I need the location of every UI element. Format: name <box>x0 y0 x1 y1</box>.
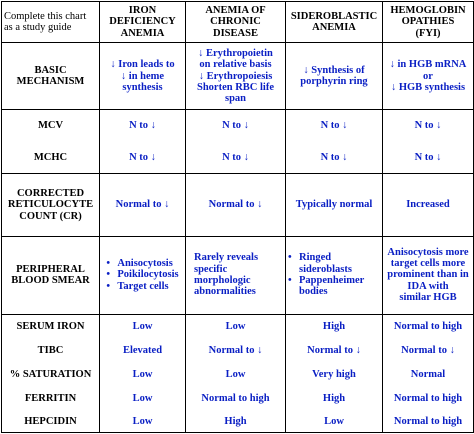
cell-line: similar HGB <box>399 292 457 304</box>
cell-value: Normal to ↓ <box>186 174 286 236</box>
cell-line: ↓ Iron leads to <box>110 59 175 71</box>
cell-line: prominent than in <box>387 269 469 281</box>
instruction-cell <box>2 2 100 43</box>
header-line: DISEASE <box>213 27 258 39</box>
cell-value: N to ↓ <box>286 142 383 174</box>
label-line: COUNT (CR) <box>19 210 82 222</box>
cell-line: ↓ Erythropoiesis <box>198 70 273 82</box>
row-label <box>2 236 100 314</box>
list-item: • Ringed sideroblasts <box>288 252 380 275</box>
cell-hgb-mechanism <box>383 43 474 110</box>
cell-hgb-smear <box>383 236 474 314</box>
header-line: CHRONIC <box>210 16 261 28</box>
header-row <box>2 2 474 43</box>
anemia-comparison-table <box>1 1 474 433</box>
cell-line: ↓ in heme <box>120 70 165 82</box>
cell-line: on relative basis <box>199 59 272 71</box>
cell-line: Anisocytosis more <box>387 246 469 258</box>
cell-line: synthesis <box>122 81 163 93</box>
header-line: ANEMIA OF <box>205 5 266 17</box>
cell-line: ↓ Synthesis of <box>303 64 365 76</box>
row-label: MCHC <box>2 142 100 174</box>
row-label: % SATURATION <box>2 362 100 386</box>
cell-line: abnormalities <box>194 286 256 298</box>
cell-value: Normal to ↓ <box>186 338 286 362</box>
cell-line: Shorten RBC life <box>197 81 274 93</box>
cell-value: N to ↓ <box>186 142 286 174</box>
cell-value: Low <box>100 362 186 386</box>
header-line: (FYI) <box>415 27 441 39</box>
row-saturation <box>2 362 474 386</box>
cell-line: ↓ in HGB mRNA <box>389 59 467 71</box>
label-line: MECHANISM <box>16 76 85 88</box>
row-label: SERUM IRON <box>2 314 100 338</box>
cell-value: Normal to ↓ <box>383 338 474 362</box>
cell-value: Elevated <box>100 338 186 362</box>
cell-value: Normal to high <box>383 314 474 338</box>
label-line: BASIC <box>34 64 67 76</box>
row-tibc <box>2 338 474 362</box>
cell-line: Rarely reveals <box>194 252 259 264</box>
cell-value: N to ↓ <box>100 142 186 174</box>
header-sideroblastic <box>286 2 383 43</box>
cell-line: target cells more <box>390 258 466 270</box>
row-ferritin <box>2 386 474 410</box>
row-label: MCV <box>2 110 100 142</box>
cell-value: Low <box>100 314 186 338</box>
cell-value: High <box>286 386 383 410</box>
cell-value: Normal to high <box>383 386 474 410</box>
row-label: HEPCIDIN <box>2 410 100 432</box>
cell-value: Low <box>100 386 186 410</box>
cell-value: N to ↓ <box>286 110 383 142</box>
cell-line: span <box>224 93 246 105</box>
cell-value: Typically normal <box>286 174 383 236</box>
header-line: ANEMIA <box>120 27 165 39</box>
cell-line: IDA with <box>407 280 449 292</box>
cell-value: Low <box>186 362 286 386</box>
header-line: IRON <box>128 5 157 17</box>
row-reticulocyte <box>2 174 474 236</box>
cell-value: Very high <box>286 362 383 386</box>
smear-bullet-list <box>288 252 380 297</box>
cell-value: N to ↓ <box>383 110 474 142</box>
cell-chronic-mechanism <box>186 43 286 110</box>
row-label: TIBC <box>2 338 100 362</box>
list-item: • Pappenheimer bodies <box>288 275 380 298</box>
header-chronic-disease <box>186 2 286 43</box>
cell-line: or <box>423 70 433 82</box>
cell-sidero-smear <box>286 236 383 314</box>
cell-value: Low <box>286 410 383 432</box>
label-line: CORRECTED <box>16 187 85 199</box>
header-hemoglobinopathies <box>383 2 474 43</box>
cell-value: Normal <box>383 362 474 386</box>
header-line: HEMOGLOBIN <box>390 5 466 17</box>
cell-sidero-mechanism <box>286 43 383 110</box>
row-mcv <box>2 110 474 142</box>
label-line: BLOOD SMEAR <box>11 275 90 287</box>
cell-value: Low <box>100 410 186 432</box>
cell-value: Normal to ↓ <box>100 174 186 236</box>
cell-line: ↓ HGB synthesis <box>390 81 466 93</box>
smear-bullet-list <box>106 258 178 292</box>
row-basic-mechanism <box>2 43 474 110</box>
row-mchc <box>2 142 474 174</box>
cell-value: Normal to high <box>383 410 474 432</box>
instruction-line: as a study guide <box>4 22 72 34</box>
cell-iron-mechanism <box>100 43 186 110</box>
row-hepcidin <box>2 410 474 432</box>
row-label <box>2 174 100 236</box>
cell-chronic-smear <box>186 236 286 314</box>
list-item: • Poikilocytosis <box>106 269 178 280</box>
list-item: • Anisocytosis <box>106 258 178 269</box>
cell-value: N to ↓ <box>383 142 474 174</box>
cell-line: porphyrin ring <box>300 76 368 88</box>
list-item: • Target cells <box>106 281 178 292</box>
header-line: ANEMIA <box>312 22 356 34</box>
instruction-line: Complete this chart <box>4 10 87 22</box>
cell-value: N to ↓ <box>186 110 286 142</box>
header-line: DEFICIENCY <box>109 16 176 28</box>
cell-line: ↓ Erythropoietin <box>198 47 273 59</box>
cell-value: High <box>286 314 383 338</box>
cell-value: Normal to high <box>186 386 286 410</box>
header-iron-deficiency <box>100 2 186 43</box>
row-peripheral-smear <box>2 236 474 314</box>
header-line: OPATHIES <box>401 16 455 28</box>
row-serum-iron <box>2 314 474 338</box>
cell-line: morphologic <box>194 275 251 287</box>
header-line: SIDEROBLASTIC <box>290 10 378 22</box>
row-label: FERRITIN <box>2 386 100 410</box>
cell-value: N to ↓ <box>100 110 186 142</box>
cell-line: specific <box>194 263 228 275</box>
cell-value: High <box>186 410 286 432</box>
label-line: PERIPHERAL <box>16 263 85 275</box>
cell-value: Low <box>186 314 286 338</box>
cell-iron-smear <box>100 236 186 314</box>
cell-value: Increased <box>383 174 474 236</box>
cell-value: Normal to ↓ <box>286 338 383 362</box>
label-line: RETICULOCYTE <box>7 199 94 211</box>
row-label <box>2 43 100 110</box>
